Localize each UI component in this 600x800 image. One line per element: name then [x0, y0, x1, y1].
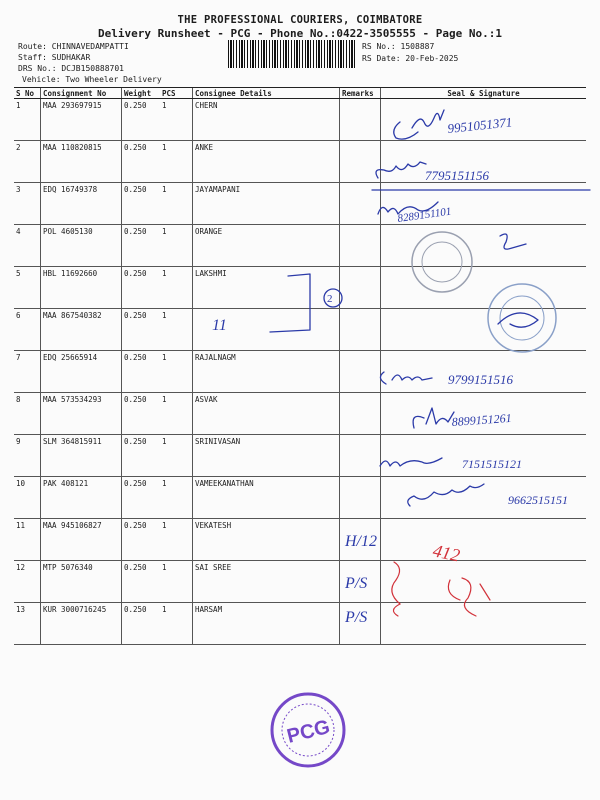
- cell-pcs: 1: [160, 561, 193, 603]
- cell-consignment: EDQ 25665914: [41, 351, 122, 393]
- cell-consignee: CHERN: [193, 99, 340, 141]
- phone-row3: 8289151101: [396, 205, 453, 225]
- cell-consignee: RAJALNAGM: [193, 351, 340, 393]
- rs-no-value: 1508887: [400, 42, 435, 51]
- col-weight: Weight: [122, 88, 161, 99]
- cell-weight: 0.250: [122, 393, 161, 435]
- cell-consignment: MTP 5076340: [41, 561, 122, 603]
- red-scribble: [392, 562, 490, 616]
- cell-consignment: MAA 945106827: [41, 519, 122, 561]
- cell-consignee: SRINIVASAN: [193, 435, 340, 477]
- signature-row10: [408, 484, 484, 506]
- signature-row8: [413, 408, 454, 428]
- rs-date-value: 20-Feb-2025: [405, 54, 459, 63]
- signature-row9: [380, 458, 442, 466]
- drs-value: DCJB150888701: [61, 64, 124, 73]
- cell-sno: 9: [14, 435, 41, 477]
- cell-consignee: VAMEEKANATHAN: [193, 477, 340, 519]
- col-seal-signature: Seal & Signature: [381, 88, 587, 99]
- cell-consignment: POL 4605130: [41, 225, 122, 267]
- vehicle-line: Vehicle: Two Wheeler Delivery: [22, 75, 162, 84]
- col-consignee: Consignee Details: [193, 88, 340, 99]
- route-line: Route: CHINNAVEDAMPATTI: [18, 42, 129, 51]
- cell-consignment: MAA 110820815: [41, 141, 122, 183]
- cell-weight: 0.250: [122, 99, 161, 141]
- cell-weight: 0.250: [122, 225, 161, 267]
- cell-consignment: MAA 573534293: [41, 393, 122, 435]
- sheet-title: Delivery Runsheet - PCG - Phone No.:0422-3505555 - Page No.:1: [98, 27, 502, 40]
- col-sno: S No: [14, 88, 41, 99]
- cell-weight: 0.250: [122, 561, 161, 603]
- cell-weight: 0.250: [122, 309, 161, 351]
- cell-weight: 0.250: [122, 519, 161, 561]
- cell-sno: 6: [14, 309, 41, 351]
- cell-pcs: 1: [160, 99, 193, 141]
- cell-consignee: ORANGE: [193, 225, 340, 267]
- cell-pcs: 1: [160, 351, 193, 393]
- company-title: THE PROFESSIONAL COURIERS, COIMBATORE: [177, 14, 423, 26]
- cell-pcs: 1: [160, 477, 193, 519]
- cell-pcs: 1: [160, 309, 193, 351]
- cell-consignee: HARSAM: [193, 603, 340, 645]
- pcg-stamp-text: PCG: [284, 716, 333, 748]
- phone-row9: 7151515121: [462, 457, 522, 471]
- staff-line: Staff: SUDHAKAR: [18, 53, 91, 62]
- cell-consignment: MAA 293697915: [41, 99, 122, 141]
- rs-date-line: RS Date: 20-Feb-2025: [362, 54, 459, 63]
- bracket-mark: [270, 274, 310, 332]
- bracket-number: 2: [327, 293, 333, 305]
- cell-consignment: PAK 408121: [41, 477, 122, 519]
- red-mark-row12: 412: [431, 540, 462, 566]
- cell-consignee: ASVAK: [193, 393, 340, 435]
- cell-sno: 11: [14, 519, 41, 561]
- col-consignment: Consignment No: [41, 88, 122, 99]
- cell-pcs: 1: [160, 393, 193, 435]
- remark-row12: P/S: [345, 575, 368, 592]
- cell-consignment: SLM 364815911: [41, 435, 122, 477]
- cell-consignee: VEKATESH: [193, 519, 340, 561]
- row6-mark: 11: [212, 317, 227, 334]
- cell-weight: 0.250: [122, 603, 161, 645]
- cell-pcs: 1: [160, 225, 193, 267]
- remark-row13: P/S: [345, 609, 368, 626]
- cell-sno: 12: [14, 561, 41, 603]
- cell-sno: 1: [14, 99, 41, 141]
- cell-pcs: 1: [160, 603, 193, 645]
- cell-pcs: 1: [160, 267, 193, 309]
- phone-row8: 8899151261: [451, 410, 513, 429]
- signature-row4: [500, 234, 526, 249]
- cell-sno: 13: [14, 603, 41, 645]
- cell-consignment: HBL 11692660: [41, 267, 122, 309]
- cell-sno: 7: [14, 351, 41, 393]
- staff-value: SUDHAKAR: [51, 53, 91, 62]
- col-remarks: Remarks: [340, 88, 381, 99]
- cell-consignment: KUR 3000716245: [41, 603, 122, 645]
- signature-row7: [380, 372, 432, 384]
- phone-row7: 9799151516: [448, 372, 513, 387]
- cell-weight: 0.250: [122, 435, 161, 477]
- cell-pcs: 1: [160, 141, 193, 183]
- signature-row1: [394, 110, 444, 139]
- cell-pcs: 1: [160, 519, 193, 561]
- cell-consignee: ANKE: [193, 141, 340, 183]
- cell-pcs: 1: [160, 183, 193, 225]
- cell-consignee: SAI SREE: [193, 561, 340, 603]
- cell-sno: 2: [14, 141, 41, 183]
- cell-pcs: 1: [160, 435, 193, 477]
- phone-row2: 7795151156: [425, 168, 490, 183]
- cell-sno: 5: [14, 267, 41, 309]
- vehicle-value: Two Wheeler Delivery: [65, 75, 162, 84]
- cell-sno: 10: [14, 477, 41, 519]
- cell-sno: 8: [14, 393, 41, 435]
- cell-weight: 0.250: [122, 351, 161, 393]
- col-pcs: PCS: [160, 88, 193, 99]
- cell-weight: 0.250: [122, 141, 161, 183]
- cell-consignment: EDQ 16749378: [41, 183, 122, 225]
- seal-stamp-row6: [488, 284, 556, 352]
- phone-row10: 9662515151: [508, 493, 568, 507]
- rs-no-line: RS No.: 1508887: [362, 42, 435, 51]
- cell-weight: 0.250: [122, 477, 161, 519]
- cell-consignment: MAA 867540382: [41, 309, 122, 351]
- remark-row11: H/12: [345, 533, 377, 550]
- drs-line: DRS No.: DCJB150888701: [18, 64, 124, 73]
- cell-sno: 4: [14, 225, 41, 267]
- cell-weight: 0.250: [122, 267, 161, 309]
- seal-stamp-faded: [412, 232, 472, 292]
- phone-row1: 9951051371: [446, 114, 513, 136]
- cell-consignee: LAKSHMI: [193, 267, 340, 309]
- cell-consignee: JAYAMAPANI: [193, 183, 340, 225]
- cell-sno: 3: [14, 183, 41, 225]
- route-value: CHINNAVEDAMPATTI: [51, 42, 129, 51]
- cell-weight: 0.250: [122, 183, 161, 225]
